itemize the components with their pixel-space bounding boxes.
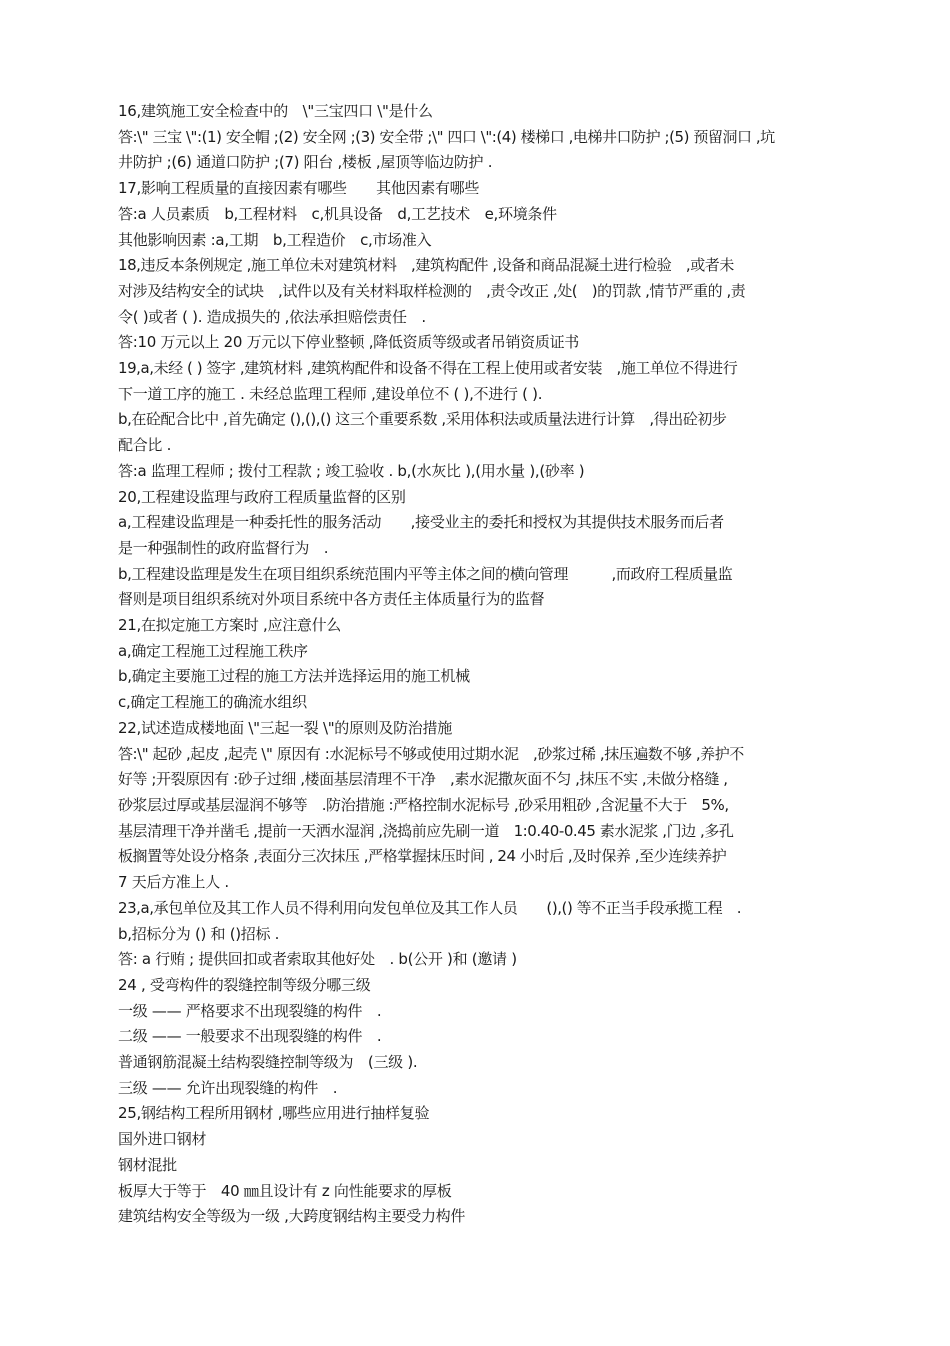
question-19b-line-1: b,在砼配合比中 ,首先确定 (),(),() 这三个重要系数 ,采用体积法或质量法进行计算 ,得出砼初步: [118, 410, 727, 429]
question-25-title: 25,钢结构工程所用钢材 ,哪些应用进行抽样复验: [118, 1104, 430, 1123]
answer-24-level-2: 二级 —— 一般要求不出现裂缝的构件 .: [118, 1027, 382, 1046]
document-body: [118, 99, 848, 1230]
answer-22-line-3: 砂浆层过厚或基层湿润不够等 .防治措施 :严格控制水泥标号 ,砂采用粗砂 ,含泥量不大于 5%,: [118, 795, 729, 814]
answer-20b-line-1: b,工程建设监理是发生在项目组织系统范围内平等主体之间的横向管理 ,而政府工程质量监: [118, 564, 733, 583]
answer-20a-line-1: a,工程建设监理是一种委托性的服务活动 ,接受业主的委托和授权为其提供技术服务而后者: [118, 513, 724, 532]
answer-24-level-1: 一级 —— 严格要求不出现裂缝的构件 .: [118, 1001, 382, 1020]
answer-25-item-1: 国外进口钢材: [118, 1130, 207, 1149]
question-19a-line-1: 19,a,未经 ( ) 签字 ,建筑材料 ,建筑构配件和设备不得在工程上使用或者安装 ,施工单位不得进行: [118, 359, 738, 378]
answer-18: 答:10 万元以上 20 万元以下停业整顿 ,降低资质等级或者吊销资质证书: [118, 333, 579, 352]
answer-23: 答: a 行贿 ; 提供回扣或者索取其他好处 . b(公开 )和 (邀请 ): [118, 950, 517, 969]
question-23b: b,招标分为 () 和 ()招标 .: [118, 924, 280, 943]
answer-22-line-5: 板搁置等处设分格条 ,表面分三次抹压 ,严格掌握抹压时间 , 24 小时后 ,及时保养 ,至少连续养护: [118, 847, 727, 866]
answer-21c: c,确定工程施工的确流水组织: [118, 693, 307, 712]
answer-16-line-1: 答:\" 三宝 \":(1) 安全帽 ;(2) 安全网 ;(3) 安全带 ;\" 四口 \":(4) 楼梯口 ,电梯井口防护 ;(5) 预留洞口 ,坑: [118, 127, 775, 146]
answer-20b-line-2: 督则是项目组织系统对外项目系统中各方责任主体质量行为的监督: [118, 590, 545, 609]
answer-25-item-4: 建筑结构安全等级为一级 ,大跨度钢结构主要受力构件: [118, 1207, 466, 1226]
answer-21b: b,确定主要施工过程的施工方法并选择运用的施工机械: [118, 667, 470, 686]
answer-20a-line-2: 是一种强制性的政府监督行为 .: [118, 538, 329, 557]
question-19b-line-2: 配合比 .: [118, 436, 172, 455]
answer-24-level-3: 三级 —— 允许出现裂缝的构件 .: [118, 1078, 338, 1097]
question-16-title: 16,建筑施工安全检查中的 \"三宝四口 \"是什么: [118, 102, 433, 120]
answer-25-item-3: 板厚大于等于 40 ㎜且设计有 z 向性能要求的厚板: [118, 1181, 452, 1200]
question-21-title: 21,在拟定施工方案时 ,应注意什么: [118, 616, 341, 635]
answer-22-line-6: 7 天后方准上人 .: [118, 873, 229, 892]
answer-17-line-2: 其他影响因素 :a,工期 b,工程造价 c,市场准入: [118, 230, 432, 249]
question-17-title: 17,影响工程质量的直接因素有哪些 其他因素有哪些: [118, 179, 480, 198]
question-18-line-2: 对涉及结构安全的试块 ,试件以及有关材料取样检测的 ,责令改正 ,处( )的罚款 ,情节严重的 ,责: [118, 281, 746, 300]
question-22-title: 22,试述造成楼地面 \"三起一裂 \"的原则及防治措施: [118, 718, 452, 737]
answer-16-line-2: 井防护 ;(6) 通道口防护 ;(7) 阳台 ,楼板 ,屋顶等临边防护 .: [118, 153, 493, 172]
answer-25-item-2: 钢材混批: [118, 1155, 177, 1174]
answer-24-normal: 普通钢筋混凝土结构裂缝控制等级为 (三级 ).: [118, 1053, 418, 1072]
question-18-line-3: 令( )或者 ( ). 造成损失的 ,依法承担赔偿责任 .: [118, 307, 426, 326]
answer-22-line-4: 基层清理干净并凿毛 ,提前一天洒水湿润 ,浇捣前应先刷一道 1:0.40-0.45 素水泥浆 ,门边 ,多孔: [118, 821, 734, 840]
question-23a: 23,a,承包单位及其工作人员不得利用向发包单位及其工作人员 (),() 等不正当手段承揽工程 .: [118, 898, 742, 917]
question-19a-line-2: 下一道工序的施工 . 未经总监理工程师 ,建设单位不 ( ),不进行 ( ).: [118, 384, 543, 403]
answer-21a: a,确定工程施工过程施工秩序: [118, 641, 308, 660]
question-18-line-1: 18,违反本条例规定 ,施工单位未对建筑材料 ,建筑构配件 ,设备和商品混凝土进行检验 ,或者未: [118, 256, 734, 275]
answer-19: 答:a 监理工程师 ; 拨付工程款 ; 竣工验收 . b,(水灰比 ),(用水量 ),(砂率 ): [118, 461, 585, 480]
answer-17-line-1: 答:a 人员素质 b,工程材料 c,机具设备 d,工艺技术 e,环境条件: [118, 204, 557, 223]
question-20-title: 20,工程建设监理与政府工程质量监督的区别: [118, 487, 406, 506]
answer-22-line-1: 答:\" 起砂 ,起皮 ,起壳 \" 原因有 :水泥标号不够或使用过期水泥 ,砂浆过稀 ,抹压遍数不够 ,养护不: [118, 744, 744, 763]
question-24-title: 24 , 受弯构件的裂缝控制等级分哪三级: [118, 975, 371, 994]
answer-22-line-2: 好等 ;开裂原因有 :砂子过细 ,楼面基层清理不干净 ,素水泥撒灰面不匀 ,抹压不实 ,未做分格缝 ,: [118, 770, 728, 789]
